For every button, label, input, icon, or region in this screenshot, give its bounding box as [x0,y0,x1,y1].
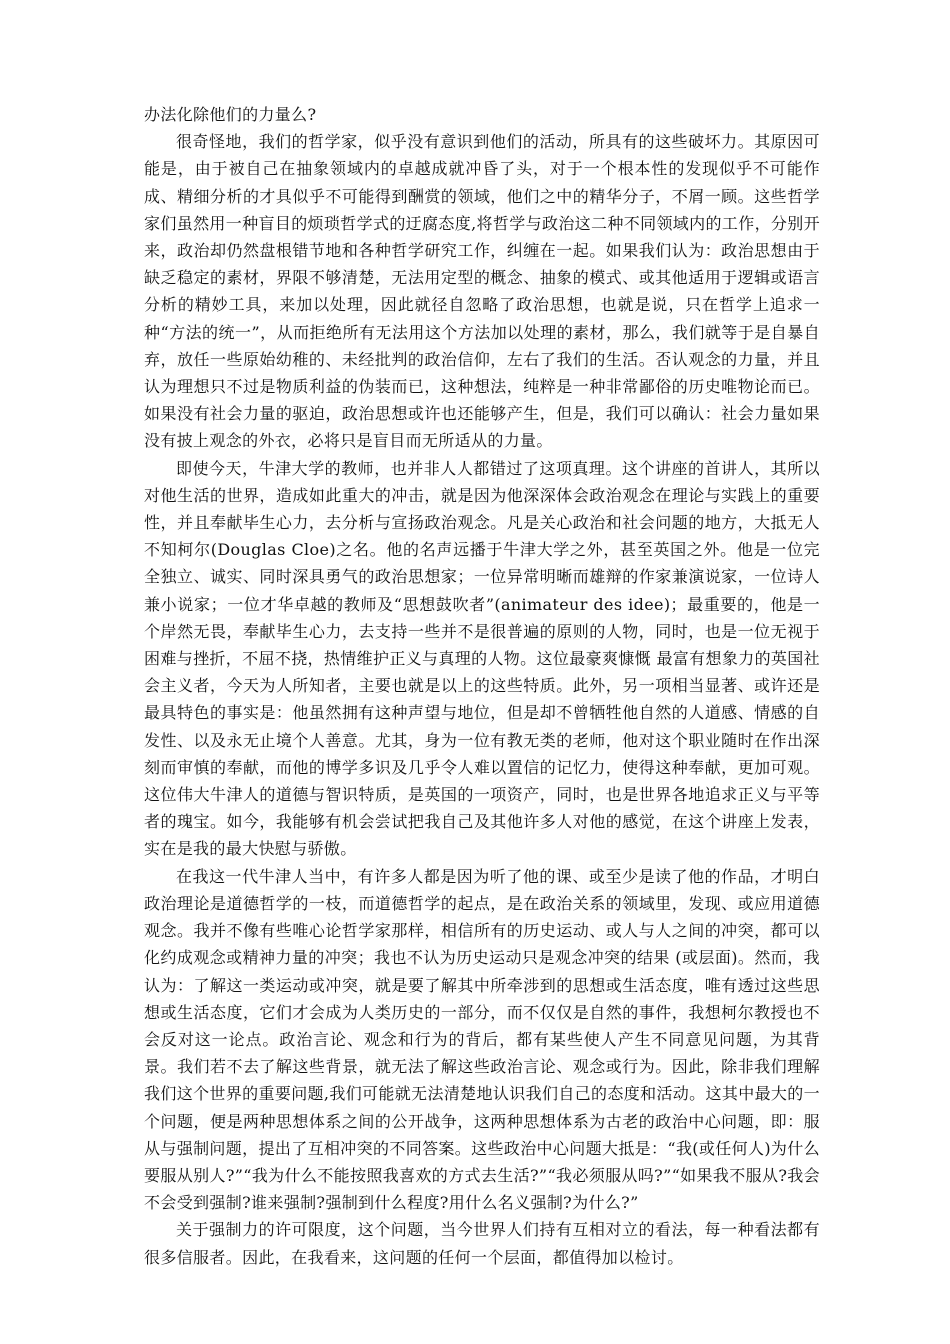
paragraph: 即使今天，牛津大学的教师，也并非人人都错过了这项真理。这个讲座的首讲人，其所以对他生活的世界，造成如此重大的冲击，就是因为他深深体会政治观念在理论与实践上的重要性，并且奉献毕生心力，去分析与宣扬政治观念。凡是关心政治和社会问题的地方，大抵无人不知柯尔(Douglas Cloe)之名。他的名声远播于牛津大学之外，甚至英国之外。他是一位完全独立、诚实、同时深具勇气的政治思想家；一位异常明晰而雄辩的作家兼演说家，一位诗人兼小说家；一位才华卓越的教师及“思想鼓吹者”(animateur des idee)；最重要的，他是一个岸然无畏，奉献毕生心力，去支持一些并不是很普遍的原则的人物，同时，也是一位无视于困难与挫折，不屈不挠，热情维护正义与真理的人物。这位最豪爽慷慨 最富有想象力的英国社会主义者，今天为人所知者，主要也就是以上的这些特质。此外，另一项相当显著、或许还是最具特色的事实是：他虽然拥有这种声望与地位，但是却不曾牺牲他自然的人道感、情感的自发性、以及永无止境个人善意。尤其，身为一位有教无类的老师，他对这个职业随时在作出深刻而审慎的奉献，而他的博学多识及几乎令人难以置信的记忆力，使得这种奉献，更加可观。这位伟大牛津人的道德与智识特质，是英国的一项资产，同时，也是世界各地追求正义与平等者的瑰宝。如今，我能够有机会尝试把我自己及其他许多人对他的感觉，在这个讲座上发表，实在是我的最大快慰与骄傲。 [144,458,820,859]
document-page [144,101,820,1271]
paragraph-continuation: 办法化除他们的力量么? [144,105,317,124]
paragraph: 关于强制力的许可限度，这个问题，当今世界人们持有互相对立的看法，每一种看法都有很多信服者。因此，在我看来，这问题的任何一个层面，都值得加以检讨。 [144,1220,820,1267]
paragraph: 很奇怪地，我们的哲学家，似乎没有意识到他们的活动，所具有的这些破坏力。其原因可能是，由于被自己在抽象领域内的卓越成就冲昏了头，对于一个根本性的发现似乎不可能作成、精细分析的才具似乎不可能得到酬赏的领域，他们之中的精华分子，不屑一顾。这些哲学家们虽然用一种盲目的烦琐哲学式的迂腐态度,将哲学与政治这二种不同领域内的工作，分别开来，政治却仍然盘根错节地和各种哲学研究工作，纠缠在一起。如果我们认为：政治思想由于缺乏稳定的素材，界限不够清楚，无法用定型的概念、抽象的模式、或其他适用于逻辑或语言分析的精妙工具，来加以处理，因此就径自忽略了政治思想，也就是说，只在哲学上追求一种“方法的统一”，从而拒绝所有无法用这个方法加以处理的素材，那么，我们就等于是自暴自弃，放任一些原始幼稚的、未经批判的政治信仰，左右了我们的生活。否认观念的力量，并且认为理想只不过是物质利益的伪装而已，这种想法，纯粹是一种非常鄙俗的历史唯物论而已。如果没有社会力量的驱迫，政治思想或许也还能够产生，但是，我们可以确认：社会力量如果没有披上观念的外衣，必将只是盲目而无所适从的力量。 [144,132,820,451]
paragraph: 在我这一代牛津人当中，有许多人都是因为听了他的课、或至少是读了他的作品，才明白政治理论是道德哲学的一枝，而道德哲学的起点，是在政治关系的领域里，发现、或应用道德观念。我并不像有些唯心论哲学家那样，相信所有的历史运动、或人与人之间的冲突，都可以化约成观念或精神力量的冲突；我也不认为历史运动只是观念冲突的结果 (或层面)。然而，我认为：了解这一类运动或冲突，就是要了解其中所牵涉到的思想或生活态度，唯有透过这些思想或生活态度，它们才会成为人类历史的一部分，而不仅仅是自然的事件，我想柯尔教授也不会反对这一论点。政治言论、观念和行为的背后，都有某些使人产生不同意见问题，为其背景。我们若不去了解这些背景，就无法了解这些政治言论、观念或行为。因此，除非我们理解我们这个世界的重要问题,我们可能就无法清楚地认识我们自己的态度和活动。这其中最大的一个问题，便是两种思想体系之间的公开战争，这两种思想体系为古老的政治中心问题，即：服从与强制问题，提出了互相冲突的不同答案。这些政治中心问题大抵是：“我(或任何人)为什么要服从别人?”“我为什么不能按照我喜欢的方式去生活?”“我必须服从吗?”“如果我不服从?我会不会受到强制?谁来强制?强制到什么程度?用什么名义强制?为什么?” [144,866,820,1213]
